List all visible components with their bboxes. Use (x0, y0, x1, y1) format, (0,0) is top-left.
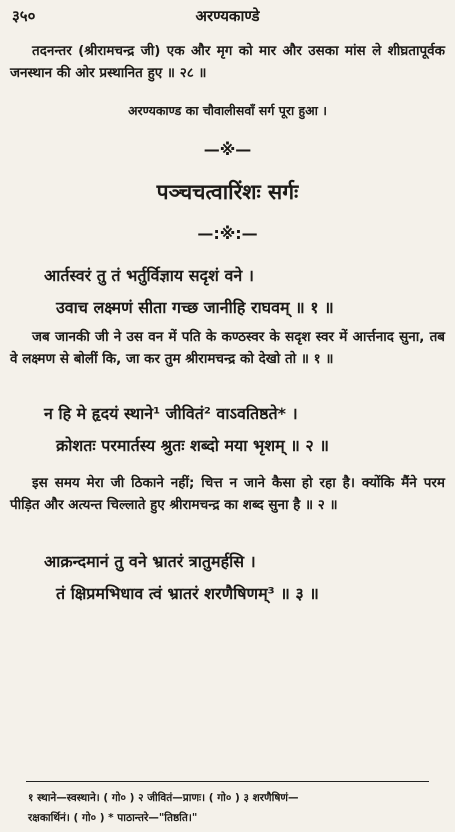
footnote-rule (26, 781, 429, 782)
verse-1-line-2: उवाच लक्ष्मणं सीता गच्छ जानीहि राघवम् ॥ १ ॥ (56, 298, 334, 317)
verse-3-line-1: आक्रन्दमानं तु वने भ्रातरं त्रातुमर्हसि । (44, 552, 256, 571)
verse-1 (10, 260, 445, 324)
section-divider-bottom: —:※:— (197, 224, 258, 243)
footnotes (28, 788, 445, 828)
verse-2-line-2: क्रोशतः परमार्तस्य श्रुतः शब्दो मया भृशम् ॥ २ ॥ (56, 436, 329, 455)
footnote-line-1: १ स्थाने—स्वस्थाने। ( गो० ) २ जीवितं—प्राणः। ( गो० ) ३ शरणैषिणं— (28, 792, 299, 804)
page-header (12, 6, 443, 28)
running-title: अरण्यकाण्डे (195, 7, 260, 25)
chapter-colophon: अरण्यकाण्ड का चौवालीसवाँ सर्ग पूरा हुआ । (127, 103, 328, 118)
verse-3 (10, 546, 445, 610)
previous-paragraph: तदनन्तर (श्रीरामचन्द्र जी) एक और मृग को मार और उसका मांस ले शीघ्रतापूर्वक जनस्थान की ओर प्रस्थानित हुए ॥ २८ ॥ (10, 43, 445, 81)
verse-1-line-1: आर्तस्वरं तु तं भर्तुर्विज्ञाय सदृशं वने । (44, 266, 254, 285)
section-divider-top: —※— (203, 140, 252, 159)
footnote-line-2: रक्षकार्थिनं। ( गो० ) * पाठान्तरे—"तिष्ठति।" (28, 812, 198, 824)
translation-2: इस समय मेरा जी ठिकाने नहीं; चित्त न जाने कैसा हो रहा है। क्योंकि मैंने परम पीड़ित और अत्यन्त चिल्लाते हुए श्रीरामचन्द्र का शब्द सुना है ॥ २ ॥ (10, 475, 445, 513)
verse-2-line-1: न हि मे हृदयं स्थाने¹ जीवितं² वाऽवतिष्ठते* । (44, 404, 298, 423)
verse-3-line-2: तं क्षिप्रमभिधाव त्वं भ्रातरं शरणैषिणम्³ ॥ ३ ॥ (56, 584, 319, 603)
page-number: ३५० (12, 7, 36, 25)
verse-2 (10, 398, 445, 462)
translation-1: जब जानकी जी ने उस वन में पति के कण्ठस्वर के सदृश स्वर में आर्त्तनाद सुना, तब वे लक्ष्मण से बोलीं कि, जा कर तुम श्रीरामचन्द्र को देखो तो ॥ १ ॥ (10, 329, 445, 367)
sarga-title: पञ्चचत्वारिंशः सर्गः (156, 180, 299, 204)
